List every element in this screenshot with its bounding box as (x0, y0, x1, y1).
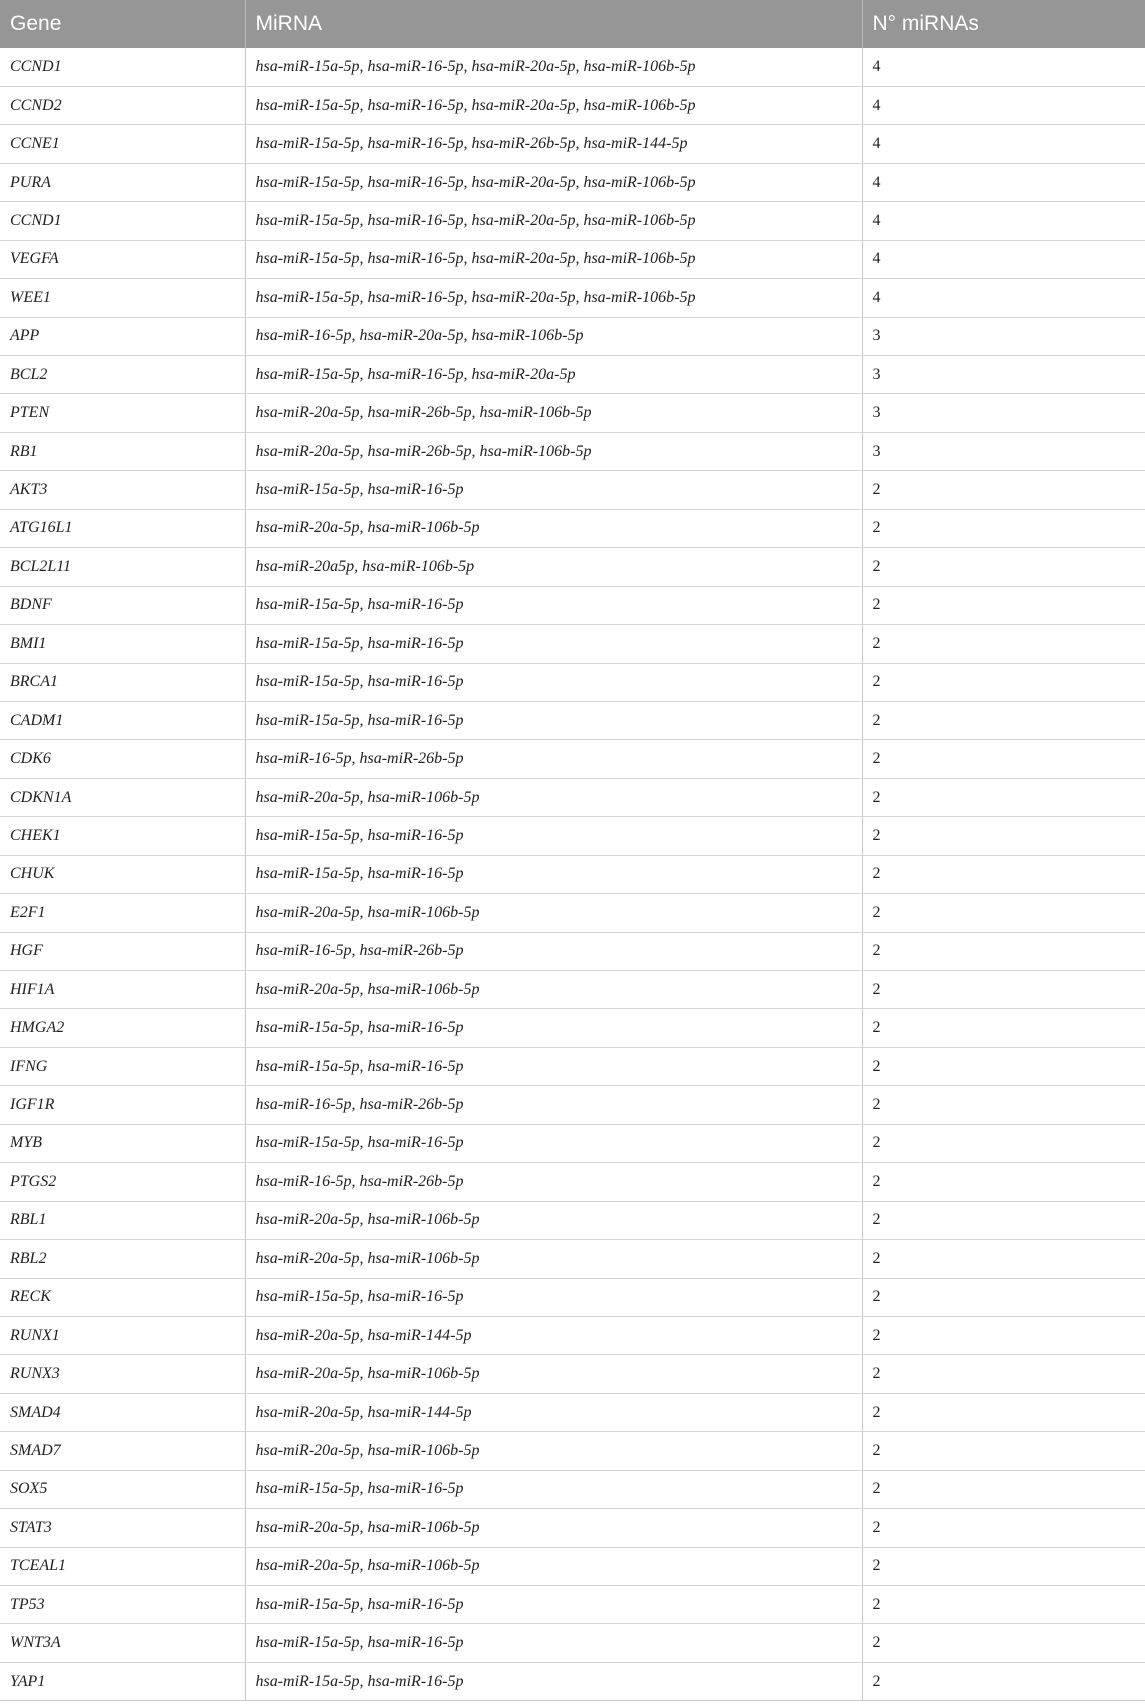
table-body (0, 48, 1145, 1701)
gene-cell: CDKN1A (0, 778, 245, 816)
mirna-cell: hsa-miR-20a-5p, hsa-miR-106b-5p (245, 778, 862, 816)
mirna-cell: hsa-miR-15a-5p, hsa-miR-16-5p (245, 1047, 862, 1085)
table-row (0, 1547, 1145, 1585)
table-row (0, 1586, 1145, 1624)
mirna-cell: hsa-miR-20a5p, hsa-miR-106b-5p (245, 548, 862, 586)
gene-cell: PTEN (0, 394, 245, 432)
mirna-count-cell: 3 (862, 394, 1145, 432)
mirna-cell: hsa-miR-15a-5p, hsa-miR-16-5p (245, 1624, 862, 1662)
gene-cell: APP (0, 317, 245, 355)
mirna-count-cell: 2 (862, 1124, 1145, 1162)
table-row (0, 932, 1145, 970)
gene-cell: BRCA1 (0, 663, 245, 701)
gene-cell: PURA (0, 163, 245, 201)
mirna-cell: hsa-miR-20a-5p, hsa-miR-106b-5p (245, 1432, 862, 1470)
table-row (0, 1316, 1145, 1354)
mirna-cell: hsa-miR-15a-5p, hsa-miR-16-5p, hsa-miR-20a-5p, hsa-miR-106b-5p (245, 48, 862, 86)
gene-cell: HGF (0, 932, 245, 970)
mirna-count-cell: 4 (862, 240, 1145, 278)
table-row (0, 855, 1145, 893)
gene-cell: RB1 (0, 432, 245, 470)
gene-cell: PTGS2 (0, 1163, 245, 1201)
gene-cell: HIF1A (0, 971, 245, 1009)
mirna-count-cell: 2 (862, 817, 1145, 855)
table-row (0, 548, 1145, 586)
mirna-count-cell: 4 (862, 48, 1145, 86)
mirna-count-cell: 4 (862, 279, 1145, 317)
table-row (0, 1086, 1145, 1124)
mirna-cell: hsa-miR-15a-5p, hsa-miR-16-5p (245, 1470, 862, 1508)
mirna-count-cell: 3 (862, 432, 1145, 470)
table-row (0, 586, 1145, 624)
mirna-cell: hsa-miR-20a-5p, hsa-miR-106b-5p (245, 1240, 862, 1278)
mirna-count-cell: 2 (862, 1163, 1145, 1201)
mirna-cell: hsa-miR-15a-5p, hsa-miR-16-5p (245, 701, 862, 739)
table-row (0, 356, 1145, 394)
mirna-count-cell: 2 (862, 1432, 1145, 1470)
gene-cell: E2F1 (0, 894, 245, 932)
mirna-count-cell: 2 (862, 1624, 1145, 1662)
mirna-cell: hsa-miR-15a-5p, hsa-miR-16-5p, hsa-miR-26b-5p, hsa-miR-144-5p (245, 125, 862, 163)
mirna-count-cell: 3 (862, 356, 1145, 394)
table-row (0, 202, 1145, 240)
mirna-count-cell: 2 (862, 932, 1145, 970)
table-row (0, 1278, 1145, 1316)
table-row (0, 1163, 1145, 1201)
mirna-count-cell: 2 (862, 471, 1145, 509)
mirna-cell: hsa-miR-15a-5p, hsa-miR-16-5p (245, 817, 862, 855)
table-row (0, 1432, 1145, 1470)
mirna-cell: hsa-miR-15a-5p, hsa-miR-16-5p, hsa-miR-20a-5p, hsa-miR-106b-5p (245, 240, 862, 278)
mirna-cell: hsa-miR-20a-5p, hsa-miR-106b-5p (245, 1355, 862, 1393)
mirna-cell: hsa-miR-15a-5p, hsa-miR-16-5p (245, 471, 862, 509)
table-row (0, 778, 1145, 816)
table-row (0, 663, 1145, 701)
mirna-cell: hsa-miR-20a-5p, hsa-miR-26b-5p, hsa-miR-106b-5p (245, 394, 862, 432)
table-row (0, 432, 1145, 470)
gene-cell: RBL1 (0, 1201, 245, 1239)
gene-cell: SMAD7 (0, 1432, 245, 1470)
gene-cell: ATG16L1 (0, 509, 245, 547)
table-row (0, 163, 1145, 201)
gene-cell: IGF1R (0, 1086, 245, 1124)
mirna-count-cell: 4 (862, 163, 1145, 201)
gene-cell: HMGA2 (0, 1009, 245, 1047)
mirna-count-cell: 2 (862, 855, 1145, 893)
gene-cell: AKT3 (0, 471, 245, 509)
table-row (0, 1393, 1145, 1431)
mirna-cell: hsa-miR-15a-5p, hsa-miR-16-5p (245, 1662, 862, 1700)
mirna-count-cell: 2 (862, 1509, 1145, 1547)
gene-cell: BCL2 (0, 356, 245, 394)
table-row (0, 625, 1145, 663)
mirna-count-cell: 4 (862, 202, 1145, 240)
table-row (0, 1624, 1145, 1662)
mirna-cell: hsa-miR-15a-5p, hsa-miR-16-5p, hsa-miR-20a-5p, hsa-miR-106b-5p (245, 279, 862, 317)
mirna-count-cell: 2 (862, 1470, 1145, 1508)
gene-cell: CCNE1 (0, 125, 245, 163)
mirna-count-cell: 2 (862, 1316, 1145, 1354)
mirna-count-cell: 2 (862, 509, 1145, 547)
mirna-cell: hsa-miR-15a-5p, hsa-miR-16-5p (245, 1278, 862, 1316)
header-mirna: MiRNA (245, 0, 862, 48)
gene-cell: SOX5 (0, 1470, 245, 1508)
mirna-cell: hsa-miR-20a-5p, hsa-miR-106b-5p (245, 1547, 862, 1585)
mirna-cell: hsa-miR-15a-5p, hsa-miR-16-5p (245, 1124, 862, 1162)
mirna-cell: hsa-miR-15a-5p, hsa-miR-16-5p (245, 1009, 862, 1047)
gene-cell: CHEK1 (0, 817, 245, 855)
mirna-cell: hsa-miR-20a-5p, hsa-miR-26b-5p, hsa-miR-106b-5p (245, 432, 862, 470)
table-row (0, 1047, 1145, 1085)
mirna-count-cell: 3 (862, 317, 1145, 355)
mirna-count-cell: 2 (862, 1278, 1145, 1316)
mirna-count-cell: 2 (862, 1240, 1145, 1278)
gene-cell: BCL2L11 (0, 548, 245, 586)
mirna-count-cell: 2 (862, 894, 1145, 932)
gene-cell: MYB (0, 1124, 245, 1162)
gene-cell: CCND2 (0, 86, 245, 124)
mirna-count-cell: 2 (862, 778, 1145, 816)
gene-cell: SMAD4 (0, 1393, 245, 1431)
gene-cell: BDNF (0, 586, 245, 624)
table-row (0, 1240, 1145, 1278)
gene-cell: CHUK (0, 855, 245, 893)
gene-cell: BMI1 (0, 625, 245, 663)
table-row (0, 125, 1145, 163)
table-row (0, 394, 1145, 432)
gene-cell: RECK (0, 1278, 245, 1316)
gene-cell: TP53 (0, 1586, 245, 1624)
gene-cell: IFNG (0, 1047, 245, 1085)
table-row (0, 1355, 1145, 1393)
header-gene: Gene (0, 0, 245, 48)
table-row (0, 701, 1145, 739)
mirna-cell: hsa-miR-16-5p, hsa-miR-26b-5p (245, 1086, 862, 1124)
mirna-cell: hsa-miR-20a-5p, hsa-miR-106b-5p (245, 1509, 862, 1547)
gene-cell: RUNX3 (0, 1355, 245, 1393)
mirna-cell: hsa-miR-15a-5p, hsa-miR-16-5p, hsa-miR-20a-5p, hsa-miR-106b-5p (245, 86, 862, 124)
mirna-count-cell: 2 (862, 663, 1145, 701)
mirna-count-cell: 2 (862, 586, 1145, 624)
mirna-count-cell: 2 (862, 1355, 1145, 1393)
mirna-cell: hsa-miR-15a-5p, hsa-miR-16-5p, hsa-miR-20a-5p, hsa-miR-106b-5p (245, 202, 862, 240)
table-row (0, 740, 1145, 778)
table-row (0, 894, 1145, 932)
table-row (0, 1009, 1145, 1047)
mirna-count-cell: 2 (862, 701, 1145, 739)
table-row (0, 48, 1145, 86)
mirna-cell: hsa-miR-16-5p, hsa-miR-26b-5p (245, 740, 862, 778)
gene-cell: WNT3A (0, 1624, 245, 1662)
mirna-cell: hsa-miR-15a-5p, hsa-miR-16-5p, hsa-miR-20a-5p, hsa-miR-106b-5p (245, 163, 862, 201)
mirna-cell: hsa-miR-20a-5p, hsa-miR-106b-5p (245, 894, 862, 932)
table-row (0, 817, 1145, 855)
mirna-count-cell: 2 (862, 971, 1145, 1009)
gene-cell: RUNX1 (0, 1316, 245, 1354)
mirna-count-cell: 4 (862, 86, 1145, 124)
gene-cell: CADM1 (0, 701, 245, 739)
gene-cell: CCND1 (0, 48, 245, 86)
mirna-cell: hsa-miR-15a-5p, hsa-miR-16-5p (245, 586, 862, 624)
mirna-cell: hsa-miR-15a-5p, hsa-miR-16-5p (245, 855, 862, 893)
mirna-count-cell: 2 (862, 1662, 1145, 1700)
table-row (0, 509, 1145, 547)
mirna-cell: hsa-miR-15a-5p, hsa-miR-16-5p (245, 1586, 862, 1624)
mirna-count-cell: 4 (862, 125, 1145, 163)
mirna-count-cell: 2 (862, 740, 1145, 778)
header-mirna-count: N° miRNAs (872, 12, 979, 35)
table-row (0, 240, 1145, 278)
mirna-count-cell: 2 (862, 1586, 1145, 1624)
gene-cell: RBL2 (0, 1240, 245, 1278)
table-row (0, 1470, 1145, 1508)
mirna-cell: hsa-miR-16-5p, hsa-miR-20a-5p, hsa-miR-106b-5p (245, 317, 862, 355)
table-row (0, 317, 1145, 355)
table-header-row (0, 0, 1145, 48)
mirna-cell: hsa-miR-16-5p, hsa-miR-26b-5p (245, 932, 862, 970)
mirna-count-cell: 2 (862, 1547, 1145, 1585)
gene-cell: STAT3 (0, 1509, 245, 1547)
gene-cell: TCEAL1 (0, 1547, 245, 1585)
table-row (0, 471, 1145, 509)
mirna-count-cell: 2 (862, 1201, 1145, 1239)
table-row (0, 1201, 1145, 1239)
mirna-count-cell: 2 (862, 1009, 1145, 1047)
gene-cell: CCND1 (0, 202, 245, 240)
mirna-cell: hsa-miR-20a-5p, hsa-miR-106b-5p (245, 971, 862, 1009)
table-row (0, 1662, 1145, 1700)
mirna-cell: hsa-miR-20a-5p, hsa-miR-106b-5p (245, 1201, 862, 1239)
gene-cell: YAP1 (0, 1662, 245, 1700)
mirna-count-cell: 2 (862, 1086, 1145, 1124)
mirna-cell: hsa-miR-20a-5p, hsa-miR-144-5p (245, 1316, 862, 1354)
table-row (0, 971, 1145, 1009)
mirna-cell: hsa-miR-20a-5p, hsa-miR-106b-5p (245, 509, 862, 547)
table-row (0, 86, 1145, 124)
table-row (0, 1124, 1145, 1162)
mirna-cell: hsa-miR-16-5p, hsa-miR-26b-5p (245, 1163, 862, 1201)
mirna-cell: hsa-miR-15a-5p, hsa-miR-16-5p (245, 663, 862, 701)
gene-cell: CDK6 (0, 740, 245, 778)
mirna-cell: hsa-miR-15a-5p, hsa-miR-16-5p (245, 625, 862, 663)
table-row (0, 1509, 1145, 1547)
mirna-count-cell: 2 (862, 625, 1145, 663)
mirna-cell: hsa-miR-15a-5p, hsa-miR-16-5p, hsa-miR-20a-5p (245, 356, 862, 394)
gene-cell: VEGFA (0, 240, 245, 278)
mirna-count-cell: 2 (862, 1047, 1145, 1085)
mirna-count-cell: 2 (862, 1393, 1145, 1431)
mirna-count-cell: 2 (862, 548, 1145, 586)
table-row (0, 279, 1145, 317)
gene-cell: WEE1 (0, 279, 245, 317)
mirna-cell: hsa-miR-20a-5p, hsa-miR-144-5p (245, 1393, 862, 1431)
